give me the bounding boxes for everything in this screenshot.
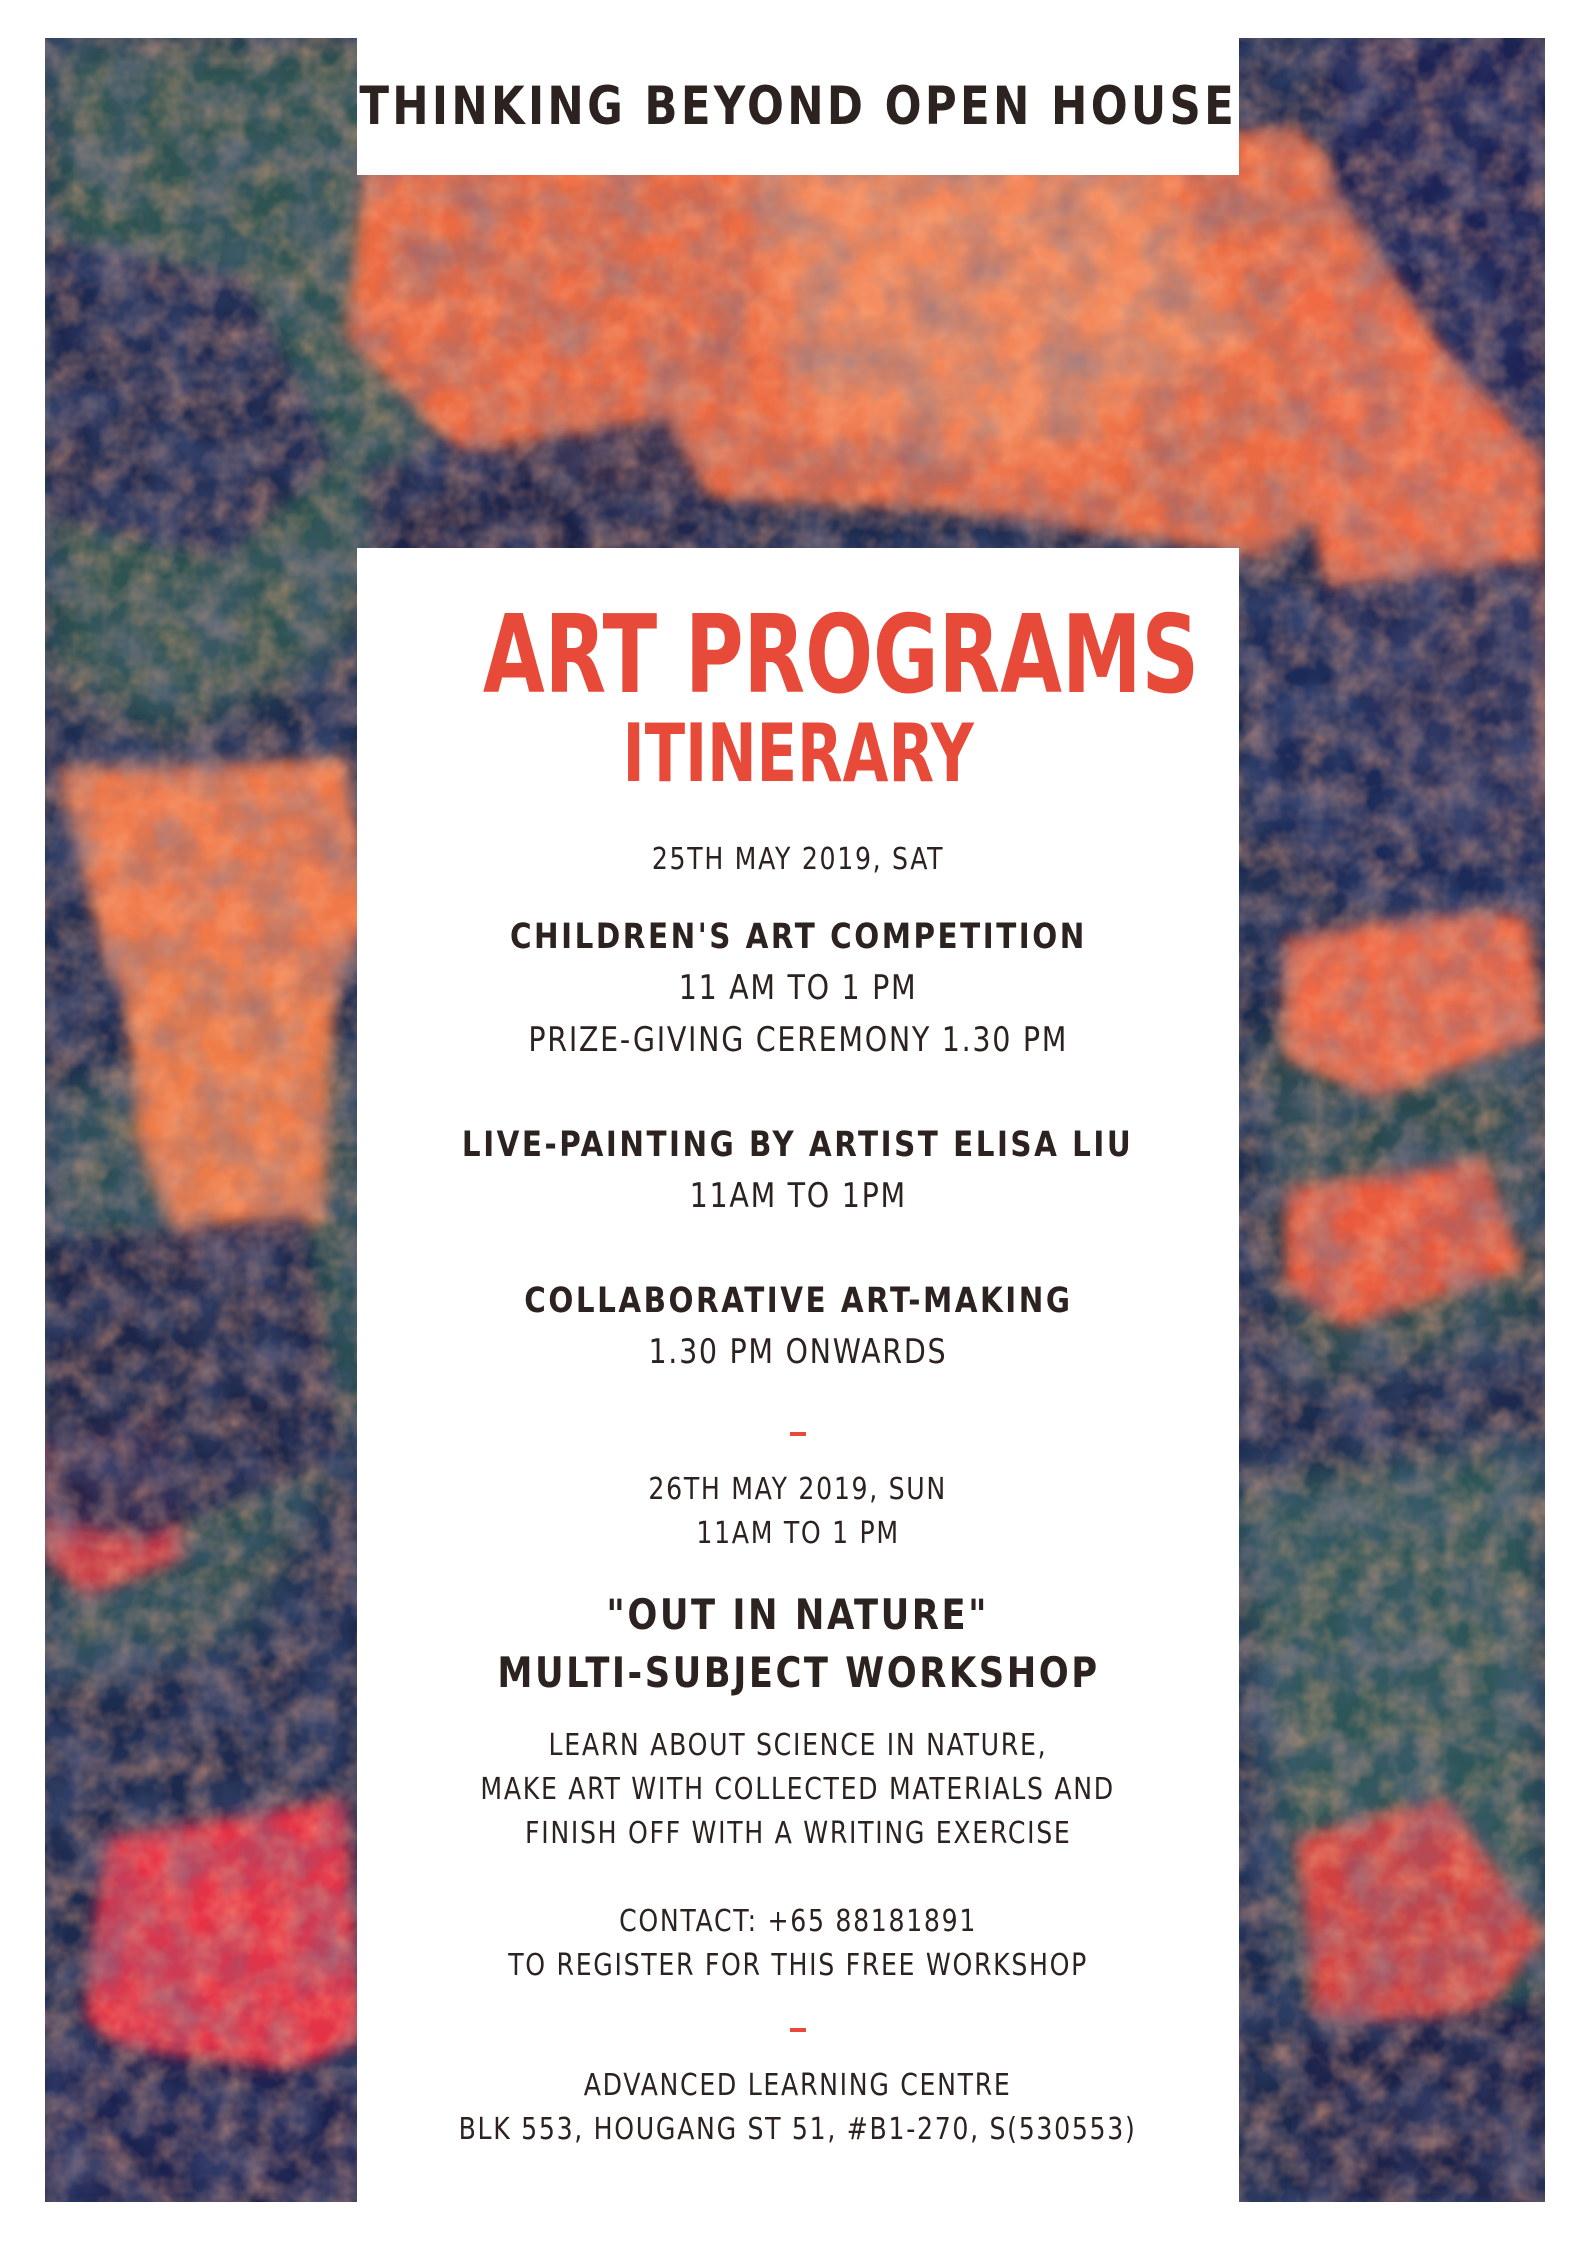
section-divider bbox=[790, 1432, 806, 1436]
day2-time: 11AM TO 1 PM bbox=[696, 1516, 900, 1551]
contact-note: TO REGISTER FOR THIS FREE WORKSHOP bbox=[508, 1948, 1088, 1983]
workshop-description: FINISH OFF WITH A WRITING EXERCISE bbox=[524, 1816, 1072, 1851]
workshop-title: MULTI-SUBJECT WORKSHOP bbox=[496, 1648, 1100, 1697]
day1-date: 25TH MAY 2019, SAT bbox=[651, 842, 945, 877]
header-box bbox=[357, 38, 1239, 175]
event-detail: 11AM TO 1PM bbox=[689, 1176, 907, 1216]
event-title: COLLABORATIVE ART-MAKING bbox=[523, 1281, 1073, 1321]
poster-title: ART PROGRAMS bbox=[482, 593, 1200, 718]
workshop-description: LEARN ABOUT SCIENCE IN NATURE, bbox=[548, 1728, 1048, 1763]
poster-subtitle: ITINERARY bbox=[622, 707, 974, 800]
event-detail: 11 AM TO 1 PM bbox=[678, 968, 918, 1008]
event-detail: 1.30 PM ONWARDS bbox=[648, 1332, 948, 1372]
workshop-title: "OUT IN NATURE" bbox=[606, 1590, 990, 1639]
venue-address: BLK 553, HOUGANG ST 51, #B1-270, S(530553) bbox=[459, 2112, 1137, 2147]
contact-phone: CONTACT: +65 88181891 bbox=[619, 1904, 977, 1939]
day2-date: 26TH MAY 2019, SUN bbox=[648, 1472, 948, 1507]
venue-name: ADVANCED LEARNING CENTRE bbox=[584, 2068, 1012, 2103]
header-title: THINKING BEYOND OPEN HOUSE bbox=[359, 76, 1237, 137]
itinerary-panel bbox=[357, 548, 1239, 2202]
event-detail: PRIZE-GIVING CEREMONY 1.30 PM bbox=[528, 1020, 1068, 1060]
event-title: CHILDREN'S ART COMPETITION bbox=[509, 917, 1087, 957]
section-divider bbox=[790, 2028, 806, 2032]
workshop-description: MAKE ART WITH COLLECTED MATERIALS AND bbox=[480, 1772, 1116, 1807]
event-title: LIVE-PAINTING BY ARTIST ELISA LIU bbox=[462, 1125, 1134, 1165]
